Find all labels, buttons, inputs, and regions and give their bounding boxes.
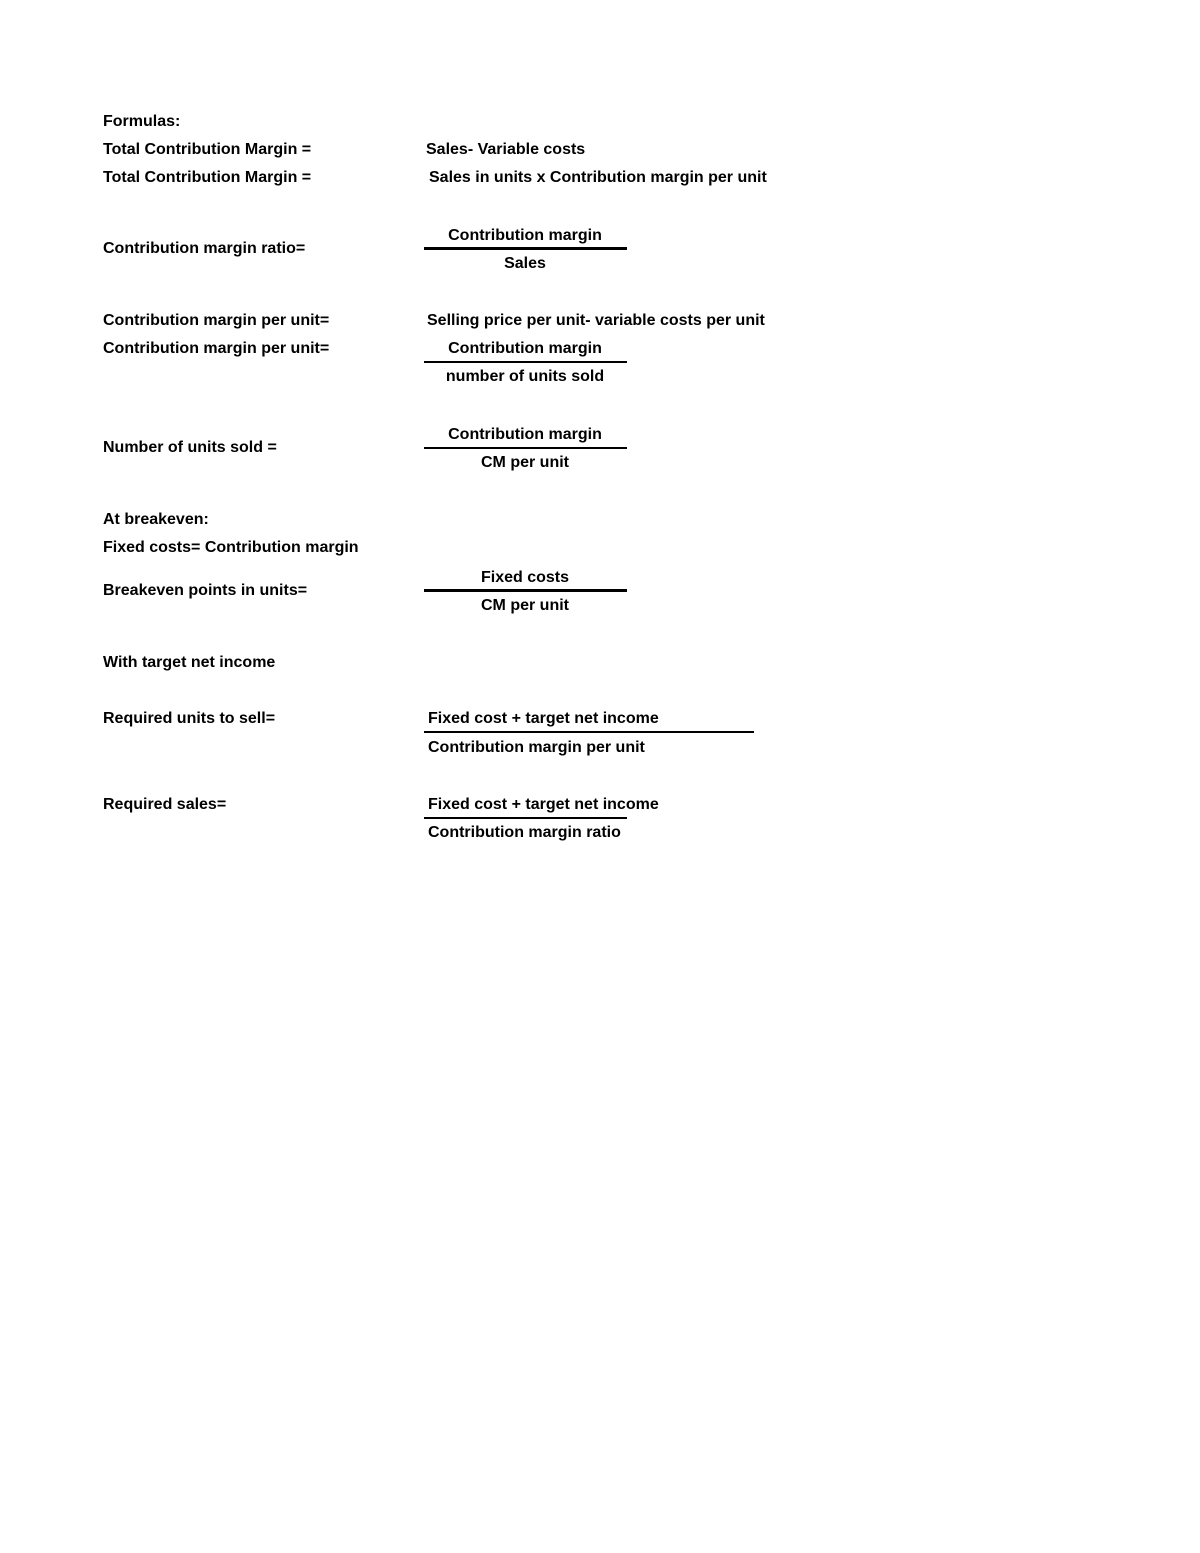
cm-per-unit-formula-1: Selling price per unit- variable costs per unit	[427, 312, 765, 329]
total-cm-formula-2: Sales in units x Contribution margin per unit	[429, 169, 767, 186]
cm-ratio-label: Contribution margin ratio=	[103, 240, 306, 257]
required-sales-denominator: Contribution margin ratio	[428, 824, 621, 841]
cm-per-unit-numerator: Contribution margin	[448, 340, 602, 357]
required-units-denominator: Contribution margin per unit	[428, 739, 645, 756]
required-units-fraction-bar	[424, 731, 754, 733]
cm-per-unit-label-2: Contribution margin per unit=	[103, 340, 330, 357]
units-sold-label: Number of units sold =	[103, 439, 277, 456]
required-sales-fraction-bar	[424, 817, 627, 819]
formulas-heading: Formulas:	[103, 113, 181, 130]
cm-ratio-numerator: Contribution margin	[448, 227, 602, 244]
units-sold-fraction-bar	[424, 447, 627, 449]
units-sold-denominator: CM per unit	[481, 454, 569, 471]
required-units-label: Required units to sell=	[103, 710, 276, 727]
total-cm-label-2: Total Contribution Margin =	[103, 169, 312, 186]
cm-per-unit-fraction-bar	[424, 361, 627, 363]
breakeven-numerator: Fixed costs	[480, 569, 570, 586]
cm-per-unit-denominator: number of units sold	[445, 368, 605, 385]
breakeven-denominator: CM per unit	[481, 597, 569, 614]
cm-per-unit-label-1: Contribution margin per unit=	[103, 312, 330, 329]
breakeven-label: Breakeven points in units=	[103, 582, 308, 599]
breakeven-heading: At breakeven:	[103, 511, 209, 528]
breakeven-identity: Fixed costs= Contribution margin	[103, 539, 359, 556]
cm-ratio-fraction-bar	[424, 247, 627, 250]
cm-ratio-denominator: Sales	[504, 255, 546, 272]
required-units-numerator: Fixed cost + target net income	[428, 710, 659, 727]
total-cm-formula-1: Sales- Variable costs	[426, 141, 586, 158]
required-sales-numerator: Fixed cost + target net income	[428, 796, 659, 813]
units-sold-numerator: Contribution margin	[448, 426, 602, 443]
target-income-heading: With target net income	[103, 654, 276, 671]
total-cm-label-1: Total Contribution Margin =	[103, 141, 312, 158]
required-sales-label: Required sales=	[103, 796, 227, 813]
breakeven-fraction-bar	[424, 589, 627, 592]
